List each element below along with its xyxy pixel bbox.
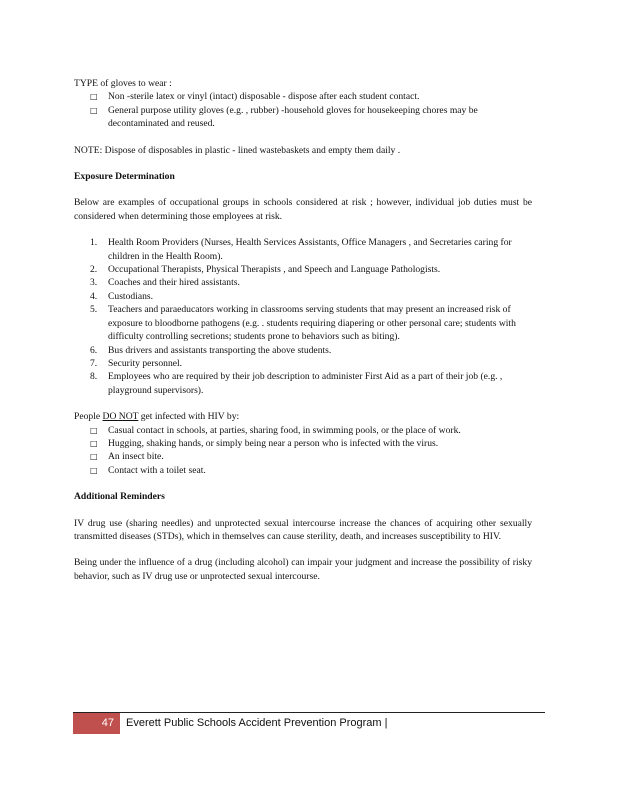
list-item: 6. Bus drivers and assistants transporting the above students. — [90, 344, 332, 356]
square-bullet-icon: □ — [90, 465, 98, 475]
footer-title: Everett Public Schools Accident Prevention Program | — [126, 717, 388, 729]
list-item: 1. Health Room Providers (Nurses, Health Services Assistants, Office Managers , and Secretaries caring for children in the Health Room). — [90, 237, 512, 262]
list-item: 4. Custodians. — [90, 290, 154, 302]
hiv-intro: People DO NOT get infected with HIV by: — [74, 411, 240, 423]
exposure-intro: Below are examples of occupational groups in schools considered at risk ; however, individual job duties must be considered when determining those employees at risk. — [74, 197, 532, 222]
exposure-list — [74, 236, 532, 397]
list-item: 8. Employees who are required by their job description to administer First Aid as a part of their job (e.g. , playground supervisors). — [90, 371, 503, 396]
square-bullet-icon: □ — [90, 438, 98, 448]
page-body — [74, 77, 532, 583]
note-text: NOTE: Dispose of disposables in plastic - lined wastebaskets and empty them daily . — [74, 144, 401, 156]
gloves-list — [74, 90, 532, 130]
list-item: □ General purpose utility gloves (e.g. , rubber) -household gloves for housekeeping chores may be decontaminated and reused. — [90, 104, 478, 130]
list-item: □ Casual contact in schools, at parties, sharing food, in swimming pools, or the place of work. — [90, 424, 461, 436]
reminders-paragraph-1: IV drug use (sharing needles) and unprotected sexual intercourse increase the chances of acquiring other sexually transmitted diseases (STDs), which in themselves can cause sterility, death, and increases susceptibility to HIV. — [74, 517, 532, 542]
list-item: □ An insect bite. — [90, 451, 164, 463]
square-bullet-icon: □ — [90, 105, 98, 115]
list-item: 7. Security personnel. — [90, 357, 183, 369]
square-bullet-icon: □ — [90, 425, 98, 435]
square-bullet-icon: □ — [90, 92, 98, 102]
page-footer — [73, 712, 545, 734]
reminders-paragraph-2: Being under the influence of a drug (including alcohol) can impair your judgment and increase the possibility of risky behavior, such as IV drug use or unprotected sexual intercourse. — [74, 557, 532, 582]
page-number: 47 — [73, 713, 120, 734]
list-item: □ Contact with a toilet seat. — [90, 464, 206, 476]
exposure-heading: Exposure Determination — [74, 171, 175, 183]
list-item: 3. Coaches and their hired assistants. — [90, 277, 240, 289]
square-bullet-icon: □ — [90, 452, 98, 462]
gloves-intro: TYPE of gloves to wear : — [74, 78, 172, 89]
list-item: □ Hugging, shaking hands, or simply being near a person who is infected with the virus. — [90, 437, 439, 449]
list-item: □ Non -sterile latex or vinyl (intact) disposable - dispose after each student contact. — [90, 91, 420, 103]
list-item: 5. Teachers and paraeducators working in classrooms serving students that may present an increased risk of exposure to bloodborne pathogens (e.g. . students requiring diapering or other personal care; students with difficulty controlling secretions; students prone to behaviors such as biting). — [90, 304, 516, 343]
reminders-heading: Additional Reminders — [74, 491, 165, 503]
list-item: 2. Occupational Therapists, Physical Therapists , and Speech and Language Pathologists. — [90, 264, 441, 276]
hiv-list — [74, 424, 532, 478]
